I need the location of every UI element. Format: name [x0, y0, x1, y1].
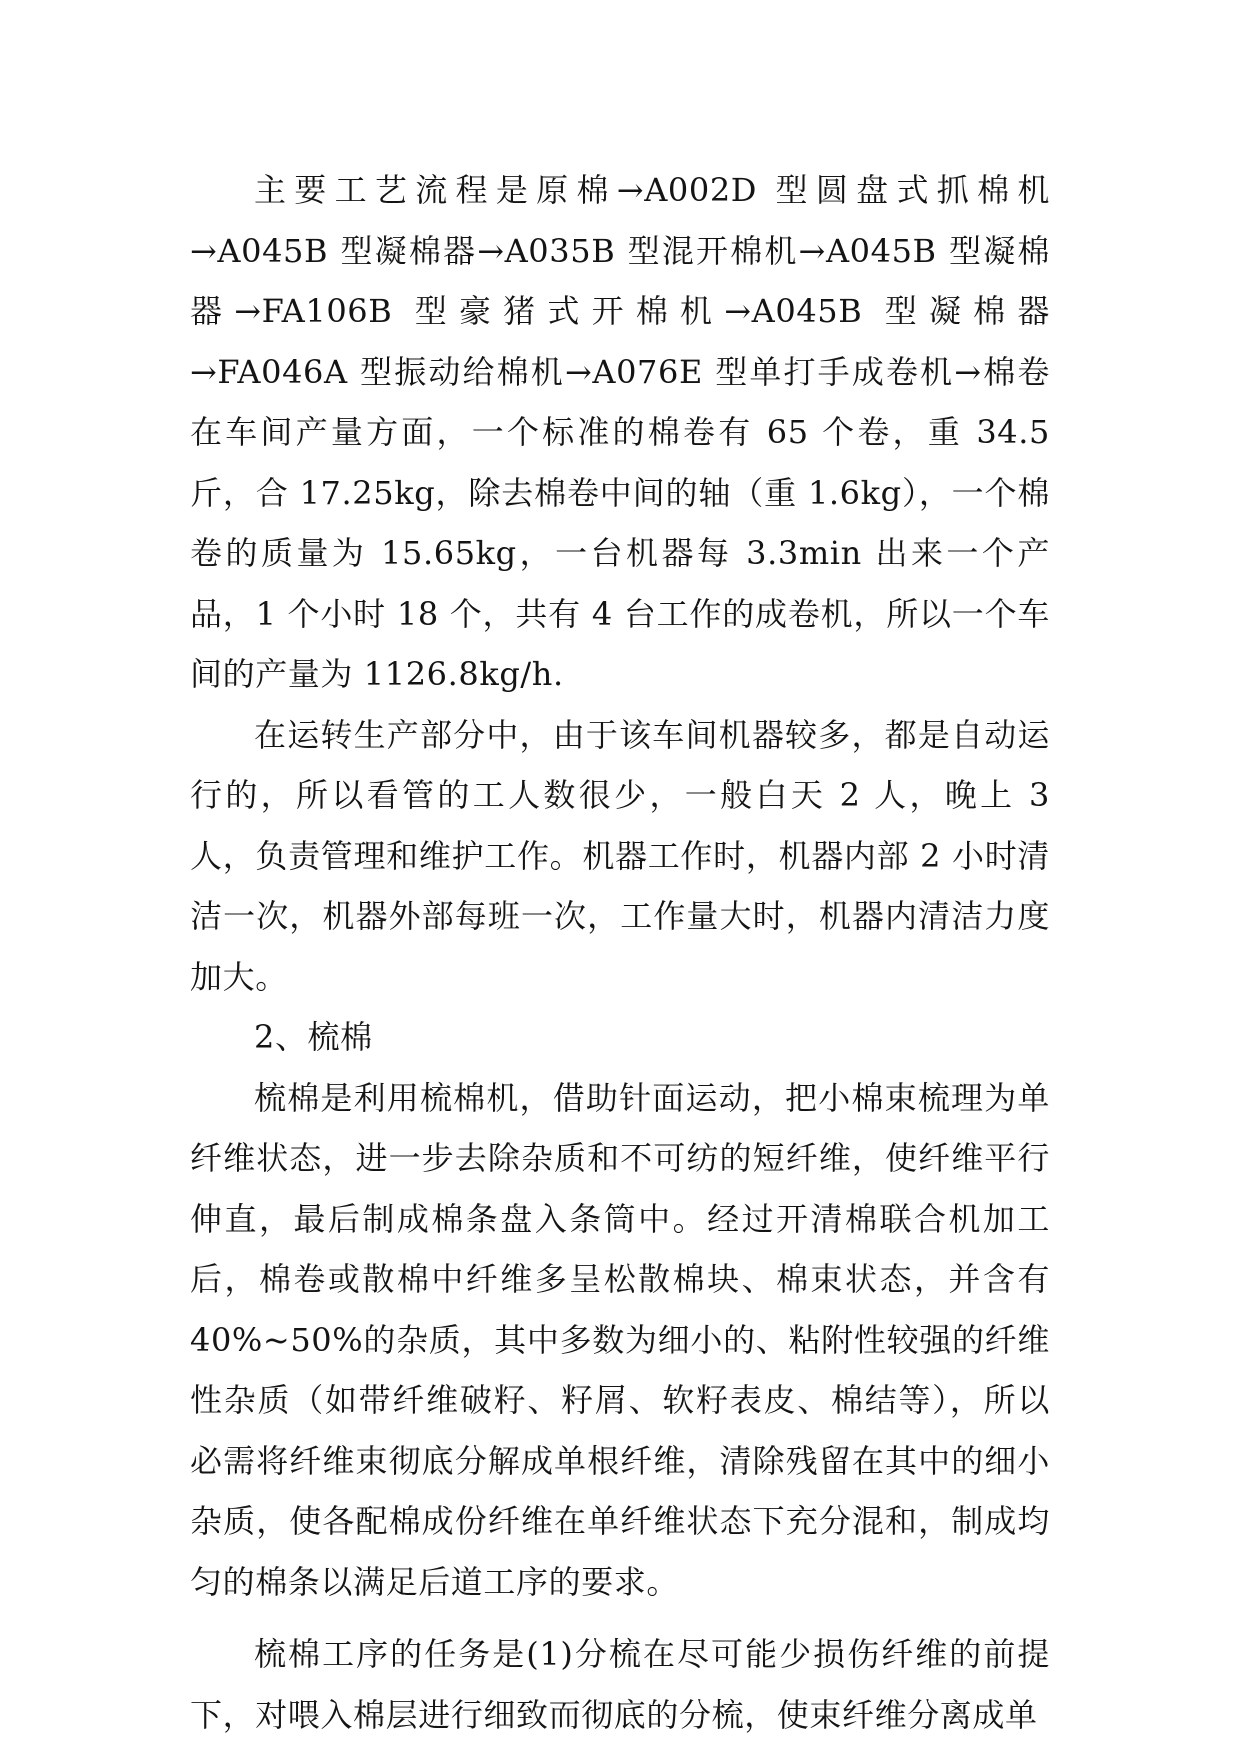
paragraph-operation: 在运转生产部分中，由于该车间机器较多，都是自动运行的，所以看管的工人数很少，一般白天 2 人，晚上 3 人，负责管理和维护工作。机器工作时，机器内部 2 小时清洁一次，机器外部每班一次，工作量大时，机器内清洁力度加大。: [190, 715, 1050, 996]
section-heading-carding: 2、梳棉: [254, 1018, 373, 1056]
paragraph-carding-intro: 梳棉是利用梳棉机，借助针面运动，把小棉束梳理为单纤维状态，进一步去除杂质和不可纺的短纤维，使纤维平行伸直，最后制成棉条盘入条筒中。经过开清棉联合机加工后，棉卷或散棉中纤维多呈松散棉块、棉束状态，并含有 40%~50%的杂质，其中多数为细小的、粘附性较强的纤维性杂质（如带纤维破籽、籽屑、软籽表皮、棉结等），所以必需将纤维束彻底分解成单根纤维，清除残留在其中的细小杂质，使各配棉成份纤维在单纤维状态下充分混和，制成均匀的棉条以满足后道工序的要求。: [190, 1078, 1050, 1601]
document-page: [190, 160, 1050, 1745]
paragraph-carding-tasks: 梳棉工序的任务是(1)分梳在尽可能少损伤纤维的前提下，对喂入棉层进行细致而彻底的分梳，使束纤维分离成单: [190, 1635, 1050, 1734]
paragraph-process-flow: 主要工艺流程是原棉→A002D 型圆盘式抓棉机→A045B 型凝棉器→A035B 型混开棉机→A045B 型凝棉器→FA106B 型豪猪式开棉机→A045B 型凝棉器→FA046A 型振动给棉机→A076E 型单打手成卷机→棉卷在车间产量方面，一个标准的棉卷有 65 个卷，重 34.5 斤，合 17.25kg，除去棉卷中间的轴（重 1.6kg），一个棉卷的质量为 15.65kg，一台机器每 3.3min 出来一个产品，1 个小时 18 个，共有 4 台工作的成卷机，所以一个车间的产量为 1126.8kg/h.: [190, 171, 1050, 693]
